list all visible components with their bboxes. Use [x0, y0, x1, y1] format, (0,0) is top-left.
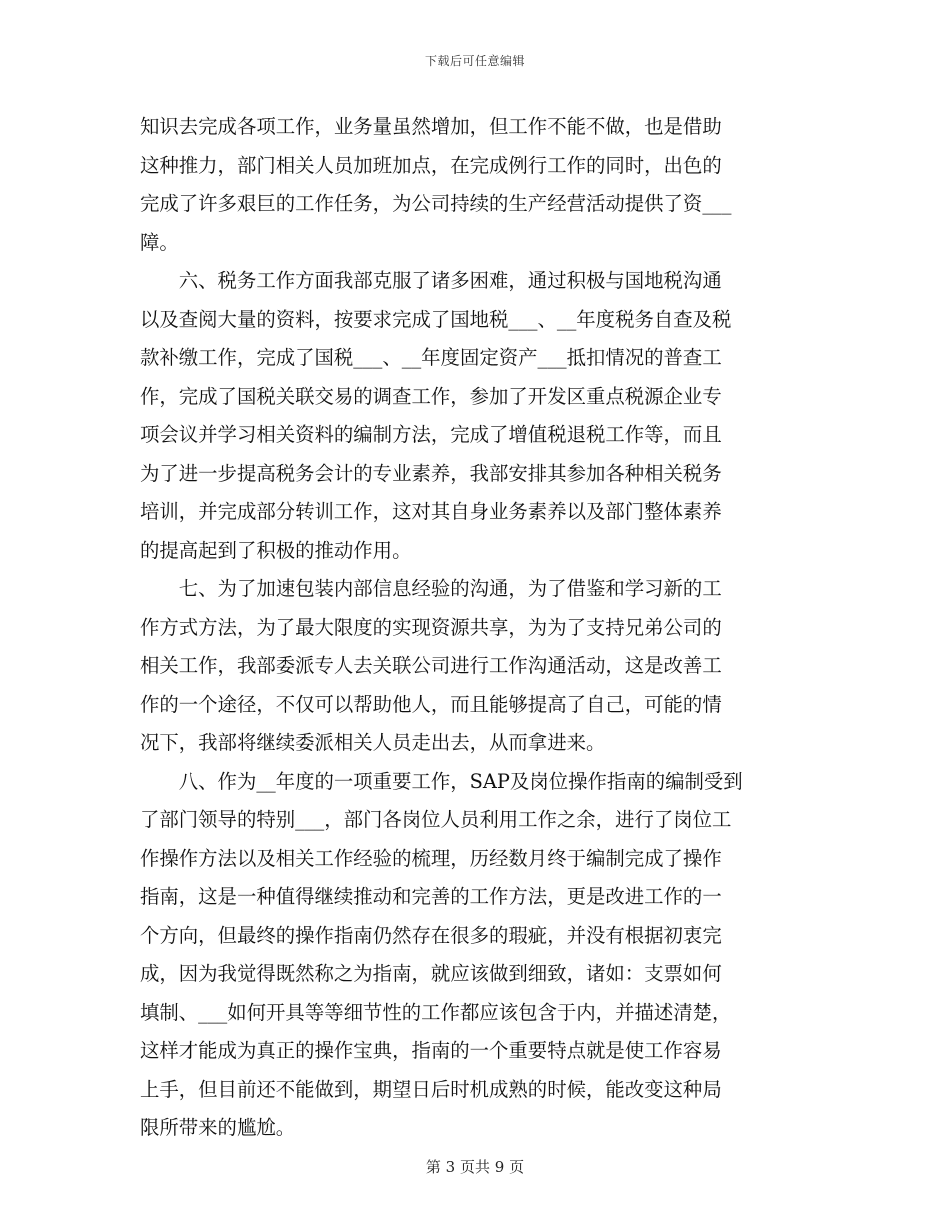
text-line: 作方式方法，为了最大限度的实现资源共享，为为了支持兄弟公司的	[140, 615, 722, 639]
text-line: 项会议并学习相关资料的编制方法，完成了增值税退税工作等，而且	[140, 423, 722, 446]
text-line: 成，因为我觉得既然称之为指南，就应该做到细致，诸如：支票如何	[140, 962, 722, 985]
text-line: 的提高起到了积极的推动作用。	[140, 538, 412, 562]
text-line: 六、税务工作方面我部克服了诸多困难，通过积极与国地税沟通	[140, 269, 722, 292]
text-line: 指南，这是一种值得继续推动和完善的工作方法，更是改进工作的一	[140, 885, 722, 908]
text-line: 个方向，但最终的操作指南仍然存在很多的瑕疵，并没有根据初衷完	[140, 923, 722, 947]
text-line: 以及查阅大量的资料，按要求完成了国地税___、__年度税务自查及税	[140, 307, 732, 331]
text-line: 了部门领导的特别___，部门各岗位人员利用工作之余，进行了岗位工	[140, 808, 732, 831]
text-line: 填制、___如何开具等等细节性的工作都应该包含于内，并描述清楚，	[140, 1000, 732, 1024]
text-line: 障。	[140, 230, 179, 254]
text-line: 完成了许多艰巨的工作任务，为公司持续的生产经营活动提供了资___	[140, 192, 732, 215]
text-line: 七、为了加速包装内部信息经验的沟通，为了借鉴和学习新的工	[140, 577, 722, 600]
text-line: 作的一个途径，不仅可以帮助他人，而且能够提高了自己，可能的情	[140, 692, 722, 716]
text-line: 知识去完成各项工作，业务量虽然增加，但工作不能不做，也是借助	[140, 115, 722, 138]
text-line: 限所带来的尴尬。	[140, 1116, 296, 1139]
text-line: 这种推力，部门相关人员加班加点，在完成例行工作的同时，出色的	[140, 153, 722, 177]
text-line: 作操作方法以及相关工作经验的梳理，历经数月终于编制完成了操作	[140, 846, 722, 870]
text-line: 这样才能成为真正的操作宝典，指南的一个重要特点就是使工作容易	[140, 1039, 722, 1062]
text-line: 培训，并完成部分转训工作，这对其自身业务素养以及部门整体素养	[140, 500, 722, 523]
page-header: 下载后可任意编辑	[424, 54, 525, 68]
text-line: 作，完成了国税关联交易的调查工作，参加了开发区重点税源企业专	[140, 384, 722, 408]
text-line: 为了进一步提高税务会计的专业素养，我部安排其参加各种相关税务	[140, 461, 722, 485]
text-line: 款补缴工作，完成了国税___、__年度固定资产___抵扣情况的普查工	[140, 346, 722, 369]
document-body	[140, 108, 820, 1148]
text-line: 况下，我部将继续委派相关人员走出去，从而拿进来。	[140, 731, 606, 754]
text-line: 八、作为__年度的一项重要工作，SAP及岗位操作指南的编制受到	[140, 769, 743, 793]
page-number-footer: 第 3 页共 9 页	[425, 1158, 525, 1176]
text-line: 上手，但目前还不能做到，期望日后时机成熟的时候，能改变这种局	[140, 1077, 722, 1101]
text-line: 相关工作，我部委派专人去关联公司进行工作沟通活动，这是改善工	[140, 654, 722, 677]
